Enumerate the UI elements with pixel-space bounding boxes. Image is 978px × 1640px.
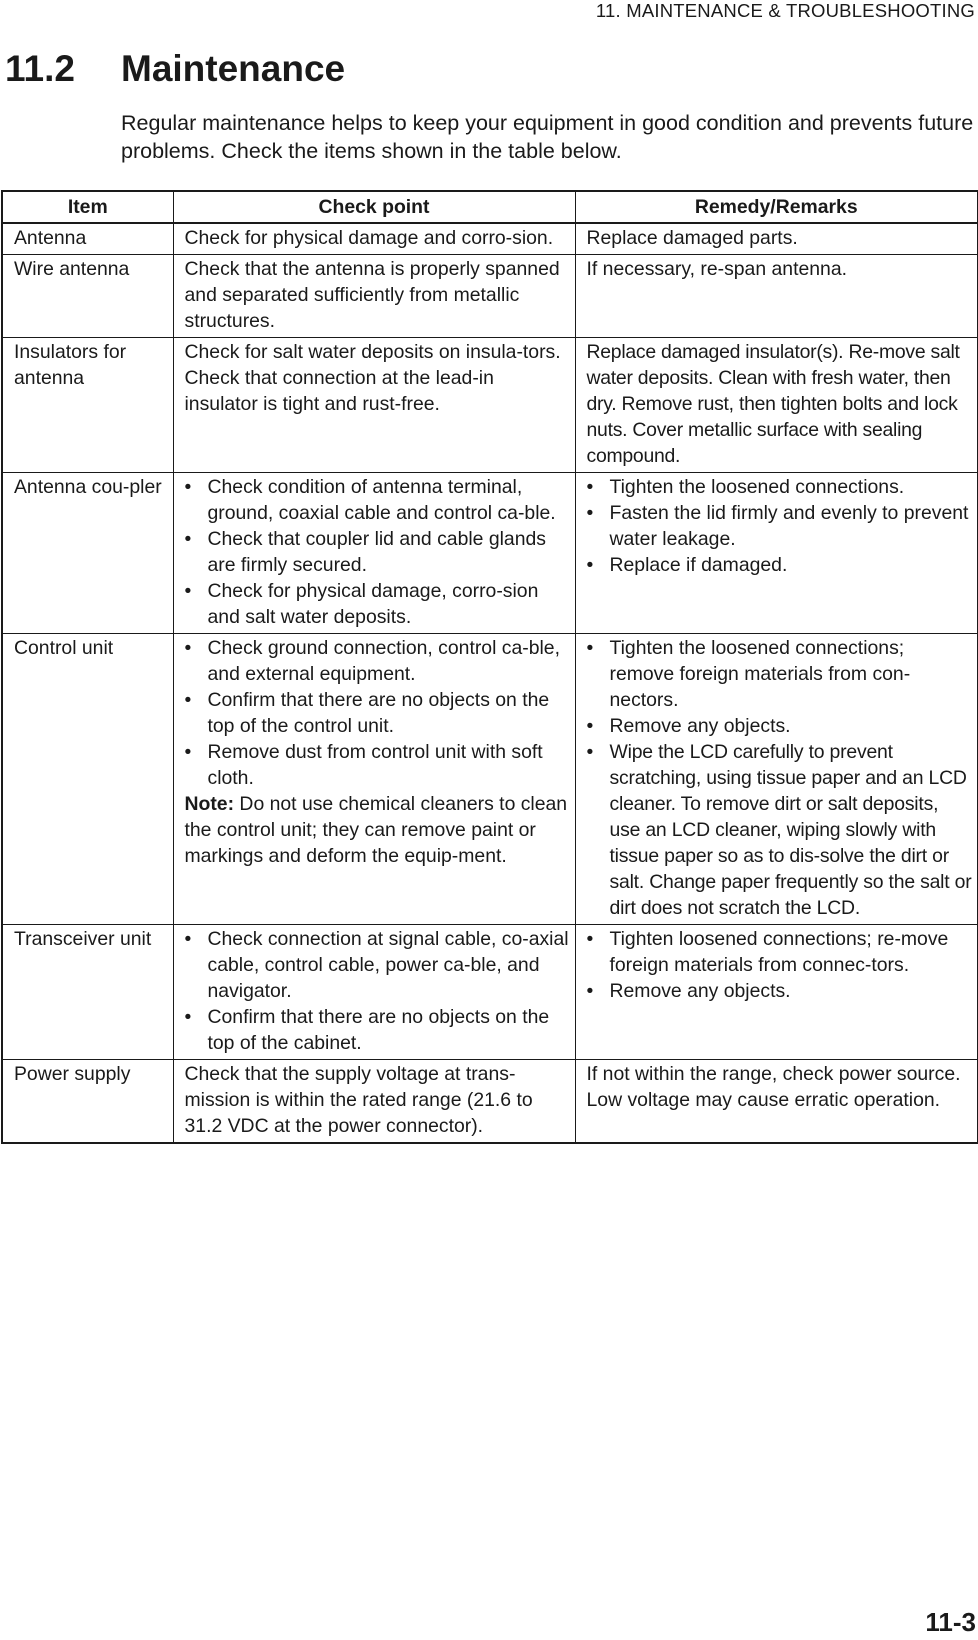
list-item: • Tighten loosened connections; re-move foreign materials from connec-tors. bbox=[587, 926, 974, 978]
header-check-point: Check point bbox=[173, 191, 575, 223]
check-cell bbox=[173, 634, 575, 925]
check-list bbox=[185, 635, 571, 791]
list-item: • Tighten the loosened connections; remove foreign materials from con-nectors. bbox=[587, 635, 974, 713]
table-row-control-unit bbox=[2, 634, 978, 925]
header-item: Item bbox=[2, 191, 173, 223]
check-cell: Check for physical damage and corro-sion. bbox=[173, 223, 575, 255]
list-item: • Remove any objects. bbox=[587, 978, 974, 1004]
remedy-cell: Replace damaged parts. bbox=[575, 223, 978, 255]
remedy-list bbox=[587, 926, 974, 1004]
item-cell: Insulators for antenna bbox=[2, 338, 173, 473]
table-row-wire-antenna bbox=[2, 255, 978, 338]
remedy-cell bbox=[575, 473, 978, 634]
item-cell: Antenna cou-pler bbox=[2, 473, 173, 634]
check-cell: Check for salt water deposits on insula-tors. Check that connection at the lead-in insulator is tight and rust-free. bbox=[173, 338, 575, 473]
note-text: Do not use chemical cleaners to clean the control unit; they can remove paint or markings and deform the equip-ment. bbox=[184, 793, 568, 867]
list-item: • Check condition of antenna terminal, ground, coaxial cable and control ca-ble. bbox=[185, 474, 571, 526]
table-row-antenna-coupler bbox=[2, 473, 978, 634]
table-row-insulators bbox=[2, 338, 978, 473]
item-cell: Control unit bbox=[2, 634, 173, 925]
item-cell: Power supply bbox=[2, 1060, 173, 1144]
section-title: Maintenance bbox=[121, 48, 346, 89]
remedy-list bbox=[587, 635, 974, 921]
check-cell: Check that the supply voltage at trans-mission is within the rated range (21.6 to 31.2 VDC at the power connector). bbox=[173, 1060, 575, 1144]
running-header: 11. MAINTENANCE & TROUBLESHOOTING bbox=[595, 0, 975, 21]
section-heading bbox=[5, 50, 345, 87]
check-list bbox=[185, 926, 571, 1056]
remedy-cell: If not within the range, check power source. Low voltage may cause erratic operation. bbox=[575, 1060, 978, 1144]
header-remedy-remarks: Remedy/Remarks bbox=[575, 191, 978, 223]
page-number: 11-3 bbox=[925, 1607, 976, 1637]
list-item: • Remove any objects. bbox=[587, 713, 974, 739]
list-item: • Confirm that there are no objects on the top of the control unit. bbox=[185, 687, 571, 739]
note-label: Note: bbox=[184, 793, 235, 815]
item-cell: Wire antenna bbox=[2, 255, 173, 338]
remedy-cell: Replace damaged insulator(s). Re-move salt water deposits. Clean with fresh water, then dry. Remove rust, then tighten bolts and lock nuts. Cover metallic surface with sealing compound. bbox=[575, 338, 978, 473]
list-item: • Confirm that there are no objects on the top of the cabinet. bbox=[185, 1004, 571, 1056]
table-header-row bbox=[2, 191, 978, 223]
section-number: 11.2 bbox=[5, 48, 75, 89]
list-item: • Fasten the lid firmly and evenly to prevent water leakage. bbox=[587, 500, 974, 552]
intro-paragraph: Regular maintenance helps to keep your equipment in good condition and prevents future problems. Check the items shown in the table below. bbox=[121, 111, 974, 163]
remedy-list bbox=[587, 474, 974, 578]
list-item: • Check that coupler lid and cable glands are firmly secured. bbox=[185, 526, 571, 578]
check-list bbox=[185, 474, 571, 630]
list-item: • Check for physical damage, corro-sion and salt water deposits. bbox=[185, 578, 571, 630]
check-cell: Check that the antenna is properly spanned and separated sufficiently from metallic structures. bbox=[173, 255, 575, 338]
list-item: • Check connection at signal cable, co-axial cable, control cable, power ca-ble, and navigator. bbox=[185, 926, 571, 1004]
maintenance-table bbox=[1, 190, 978, 1144]
remedy-cell bbox=[575, 634, 978, 925]
table-row-antenna bbox=[2, 223, 978, 255]
table-row-power-supply bbox=[2, 1060, 978, 1144]
remedy-cell bbox=[575, 925, 978, 1060]
list-item: • Remove dust from control unit with soft cloth. bbox=[185, 739, 571, 791]
table-row-transceiver-unit bbox=[2, 925, 978, 1060]
item-cell: Transceiver unit bbox=[2, 925, 173, 1060]
list-item: • Wipe the LCD carefully to prevent scratching, using tissue paper and an LCD cleaner. To remove dirt or salt deposits, use an LCD cleaner, wiping slowly with tissue paper so as to dis-solve the dirt or salt. Change paper frequently so the salt or dirt does not scratch the LCD. bbox=[587, 739, 974, 921]
check-cell bbox=[173, 473, 575, 634]
item-cell: Antenna bbox=[2, 223, 173, 255]
check-cell bbox=[173, 925, 575, 1060]
list-item: • Check ground connection, control ca-ble, and external equipment. bbox=[185, 635, 571, 687]
list-item: • Tighten the loosened connections. bbox=[587, 474, 974, 500]
remedy-cell: If necessary, re-span antenna. bbox=[575, 255, 978, 338]
list-item: • Replace if damaged. bbox=[587, 552, 974, 578]
control-unit-note bbox=[185, 791, 571, 869]
